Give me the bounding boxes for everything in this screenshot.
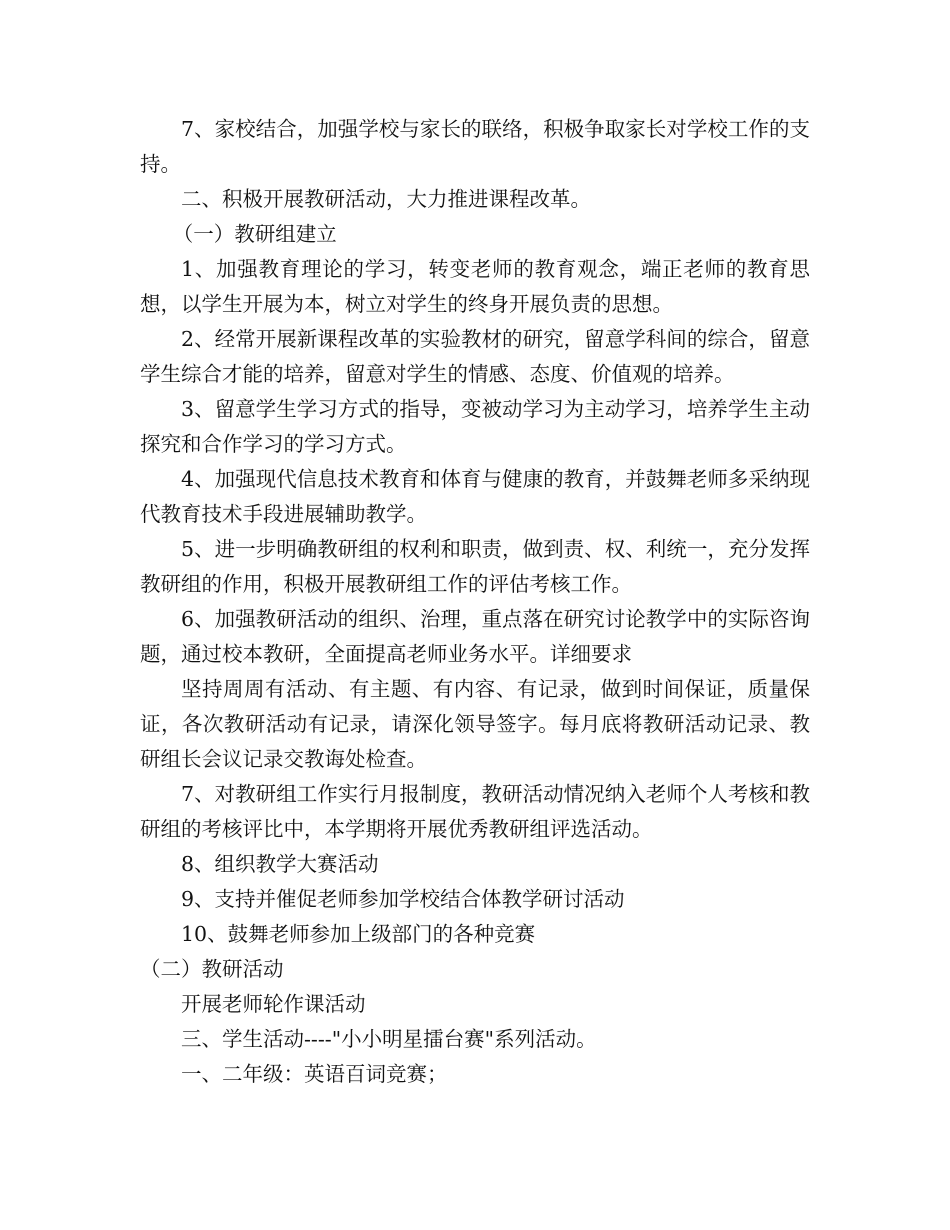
paragraph-item-3: 3、留意学生学习方式的指导，变被动学习为主动学习，培养学生主动探究和合作学习的学习方式。 [140, 397, 810, 456]
paragraph-item-4: 4、加强现代信息技术教育和体育与健康的教育，并鼓舞老师多采纳现代教育技术手段进展辅助教学。 [140, 467, 810, 526]
section-heading-student-activities: 三、学生活动----"小小明星擂台赛"系列活动。 [181, 1027, 597, 1051]
paragraph-item-6: 6、加强教研活动的组织、治理，重点落在研究讨论教学中的实际咨询题，通过校本教研，全面提高老师业务水平。详细要求 [140, 607, 810, 666]
paragraph-item-8: 8、组织教学大赛活动 [181, 852, 379, 876]
body-text [140, 112, 810, 1092]
paragraph-item-9: 9、支持并催促老师参加学校结合体教学研讨活动 [181, 887, 625, 911]
paragraph-item-7: 7、对教研组工作实行月报制度，教研活动情况纳入老师个人考核和教研组的考核评比中，本学期将开展优秀教研组评选活动。 [140, 782, 810, 841]
paragraph-item-1: 1、加强教育理论的学习，转变老师的教育观念，端正老师的教育思想，以学生开展为本，树立对学生的终身开展负责的思想。 [140, 257, 810, 316]
paragraph-item-10: 10、鼓舞老师参加上级部门的各种竞赛 [181, 922, 536, 946]
paragraph-item-5: 5、进一步明确教研组的权利和职责，做到责、权、利统一，充分发挥教研组的作用，积极开展教研组工作的评估考核工作。 [140, 537, 810, 596]
paragraph-requirements: 坚持周周有活动、有主题、有内容、有记录，做到时间保证，质量保证，各次教研活动有记录，请深化领导签字。每月底将教研活动记录、教研组长会议记录交教诲处检查。 [140, 677, 810, 771]
subheading-group-building: （一）教研组建立 [172, 222, 337, 246]
subheading-research-activities: （二）教研活动 [140, 957, 284, 981]
paragraph-rotation-lessons: 开展老师轮作课活动 [181, 992, 366, 1016]
section-heading-teaching-research: 二、积极开展教研活动，大力推进课程改革。 [181, 187, 591, 211]
paragraph-item-2: 2、经常开展新课程改革的实验教材的研究，留意学科间的综合，留意学生综合才能的培养，留意对学生的情感、态度、价值观的培养。 [140, 327, 810, 386]
paragraph-home-school: 7、家校结合，加强学校与家长的联络，积极争取家长对学校工作的支持。 [140, 117, 810, 176]
paragraph-grade-one-two: 一、二年级：英语百词竞赛； [181, 1062, 448, 1086]
